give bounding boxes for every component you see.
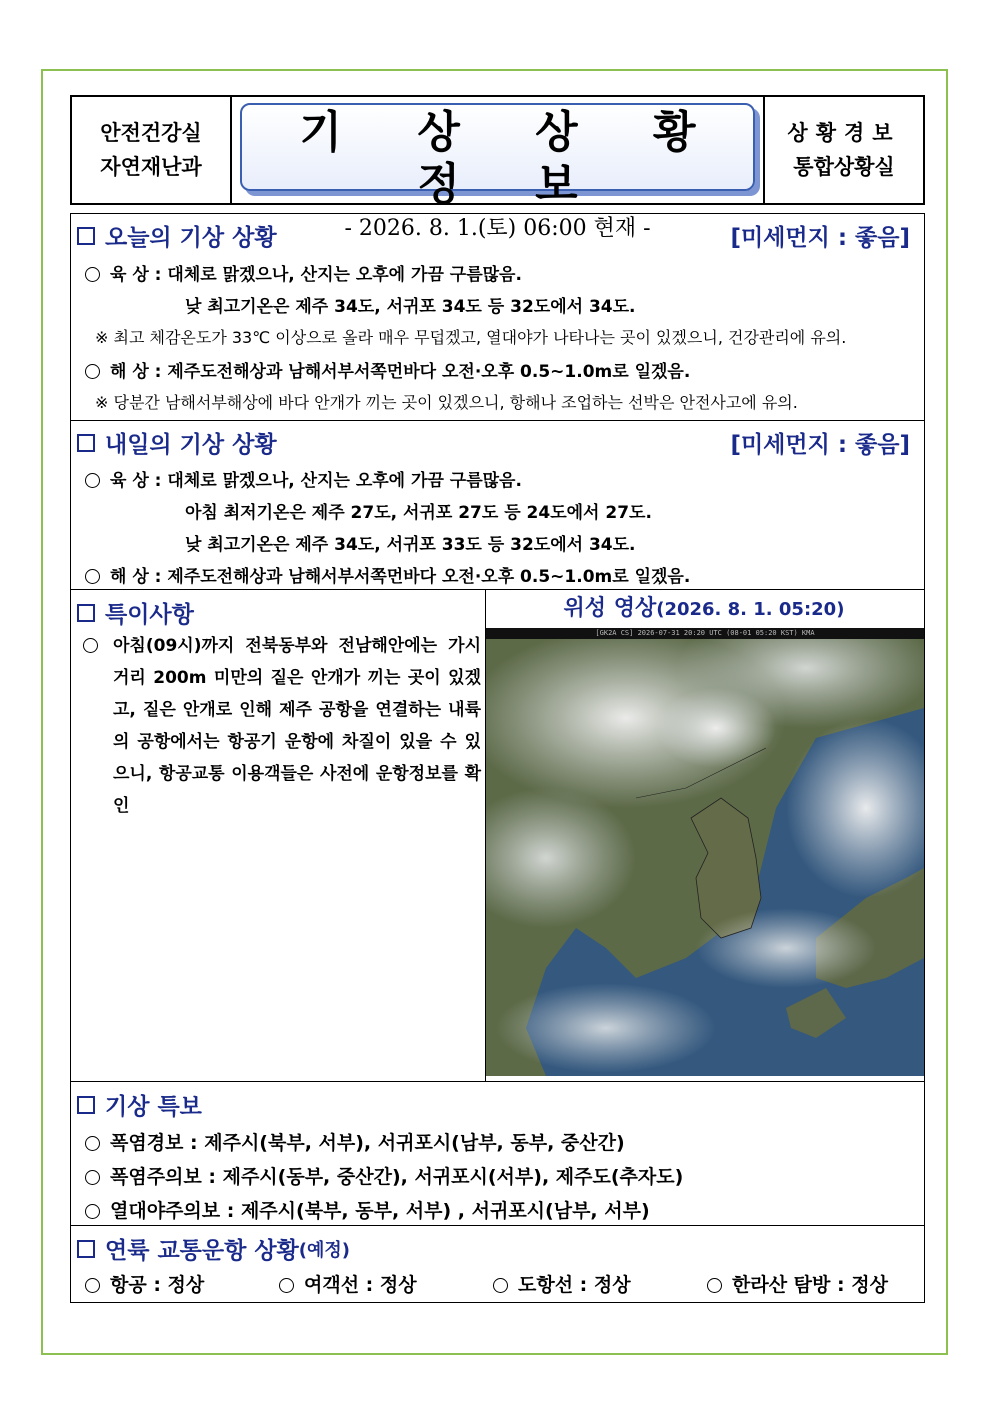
tomorrow-title: 내일의 기상 상황: [105, 432, 277, 458]
office-line-2: 통합상황실: [793, 155, 895, 179]
tomorrow-land-min: 아침 최저기온은 제주 27도, 서귀포 27도 등 24도에서 27도.: [185, 503, 652, 523]
page-title: 기 상 상 황 정 보: [299, 107, 726, 210]
today-land-text: 대체로 맑겠으나, 산지는 오후에 가끔 구름많음.: [167, 265, 522, 285]
advisory-heat-watch: 폭염주의보 : 제주시(동부, 중산간), 서귀포시(서부), 제주도(추자도): [110, 1166, 684, 1188]
satellite-image: [485, 628, 924, 1076]
special-text: 아침(09시)까지 전북동부와 전남해안에는 가시거리 200m 미만의 짙은 안개가 끼는 곳이 있겠고, 짙은 안개로 인해 제주 공항을 연결하는 내륙의 공항에서는 항공기 운항에 차질이 있을 수 있으니, 항공교통 이용객들은 사전에 운항정보를 확인: [113, 636, 481, 816]
office-line-1: 상황경보: [787, 121, 901, 145]
today-section: [70, 213, 925, 421]
tomorrow-land-text: 대체로 맑겠으나, 산지는 오후에 가끔 구름많음.: [167, 471, 522, 491]
today-note-fog: ※ 당분간 남해서부해상에 바다 안개가 끼는 곳이 있겠으니, 항해나 조업하는 선박은 안전사고에 유의.: [95, 393, 798, 412]
department-line-2: 자연재난과: [100, 155, 202, 179]
tomorrow-dust-status: [미세먼지 : 좋음]: [730, 432, 910, 458]
satellite-time: (2026. 8. 1. 05:20): [656, 599, 845, 620]
sea-label: 해 상 :: [110, 567, 162, 587]
bullet-circle-icon: [85, 473, 100, 488]
bullet-circle-icon: [707, 1278, 722, 1293]
bullet-circle-icon: [83, 638, 98, 653]
title-area: [232, 97, 763, 241]
advisory-item: [85, 1162, 683, 1189]
tomorrow-land-max: 낮 최고기온은 제주 34도, 서귀포 33도 등 32도에서 34도.: [185, 535, 636, 555]
sea-label: 해 상 :: [110, 362, 162, 382]
satellite-caption-bar: [GK2A CS] 2026-07-31 20:20 UTC (08-01 05:20 KST) KMA: [486, 628, 924, 639]
special-satellite-section: [70, 589, 925, 1082]
satellite-map-graphic: [486, 628, 924, 1076]
satellite-heading: [485, 590, 923, 629]
today-heading: [77, 219, 277, 252]
bullet-circle-icon: [493, 1278, 508, 1293]
traffic-item-island-ferry: [493, 1270, 631, 1297]
special-title: 특이사항: [105, 602, 194, 628]
traffic-title-suffix: (예정): [298, 1239, 350, 1261]
traffic-title: 연륙 교통운항 상황: [105, 1238, 299, 1264]
advisory-tropical-night: 열대야주의보 : 제주시(북부, 동부, 서부) , 서귀포시(남부, 서부): [110, 1200, 650, 1222]
advisories-heading: [77, 1088, 202, 1121]
office-block: [763, 97, 923, 203]
today-title: 오늘의 기상 상황: [105, 225, 277, 251]
department-line-1: 안전건강실: [100, 121, 202, 145]
bullet-circle-icon: [85, 364, 100, 379]
land-label: 육 상 :: [110, 265, 162, 285]
today-sea-text: 제주도전해상과 남해서부서쪽먼바다 오전·오후 0.5~1.0m로 일겠음.: [167, 362, 691, 382]
bullet-circle-icon: [85, 1278, 100, 1293]
today-note-heat: ※ 최고 체감온도가 33℃ 이상으로 올라 매우 무덥겠고, 열대야가 나타나는 곳이 있겠으니, 건강관리에 유의.: [95, 328, 847, 347]
tomorrow-sea-text: 제주도전해상과 남해서부서쪽먼바다 오전·오후 0.5~1.0m로 일겠음.: [167, 567, 691, 587]
checkbox-icon: [77, 1096, 95, 1114]
traffic-item-ferry: [279, 1270, 417, 1297]
department-block: [72, 97, 232, 203]
bullet-circle-icon: [85, 569, 100, 584]
advisories-section: [70, 1081, 925, 1226]
tomorrow-heading: [77, 426, 277, 459]
traffic-ferry-status: 여객선 : 정상: [304, 1274, 417, 1296]
checkbox-icon: [77, 604, 95, 622]
tomorrow-section: [70, 420, 925, 590]
checkbox-icon: [77, 434, 95, 452]
bullet-circle-icon: [85, 1170, 100, 1185]
today-land-temp: 낮 최고기온은 제주 34도, 서귀포 34도 등 32도에서 34도.: [185, 297, 636, 317]
title-box: [240, 103, 755, 241]
today-dust-status: [미세먼지 : 좋음]: [730, 225, 910, 251]
advisories-title: 기상 특보: [105, 1094, 202, 1120]
checkbox-icon: [77, 1240, 95, 1258]
tomorrow-sea: [85, 562, 690, 587]
traffic-item-air: [85, 1270, 204, 1297]
special-heading: [77, 596, 194, 629]
traffic-island-ferry-status: 도항선 : 정상: [518, 1274, 631, 1296]
traffic-air-status: 항공 : 정상: [110, 1274, 205, 1296]
advisory-heat-warning: 폭염경보 : 제주시(북부, 서부), 서귀포시(남부, 동부, 중산간): [110, 1132, 625, 1154]
today-sea: [85, 357, 690, 382]
traffic-item-hallasan: [707, 1270, 888, 1297]
traffic-hallasan-status: 한라산 탐방 : 정상: [732, 1274, 888, 1296]
advisory-item: [85, 1196, 650, 1223]
advisory-item: [85, 1128, 625, 1155]
land-label: 육 상 :: [110, 471, 162, 491]
traffic-heading: [77, 1232, 350, 1265]
bullet-circle-icon: [85, 1136, 100, 1151]
checkbox-icon: [77, 227, 95, 245]
bullet-circle-icon: [279, 1278, 294, 1293]
bullet-circle-icon: [85, 1204, 100, 1219]
bullet-circle-icon: [85, 267, 100, 282]
traffic-section: [70, 1225, 925, 1303]
report-datetime: - 2026. 8. 1.(토) 06:00 현재 -: [344, 216, 651, 241]
today-land: [85, 260, 522, 285]
satellite-title: 위성 영상: [563, 596, 657, 621]
tomorrow-land: [85, 466, 522, 491]
